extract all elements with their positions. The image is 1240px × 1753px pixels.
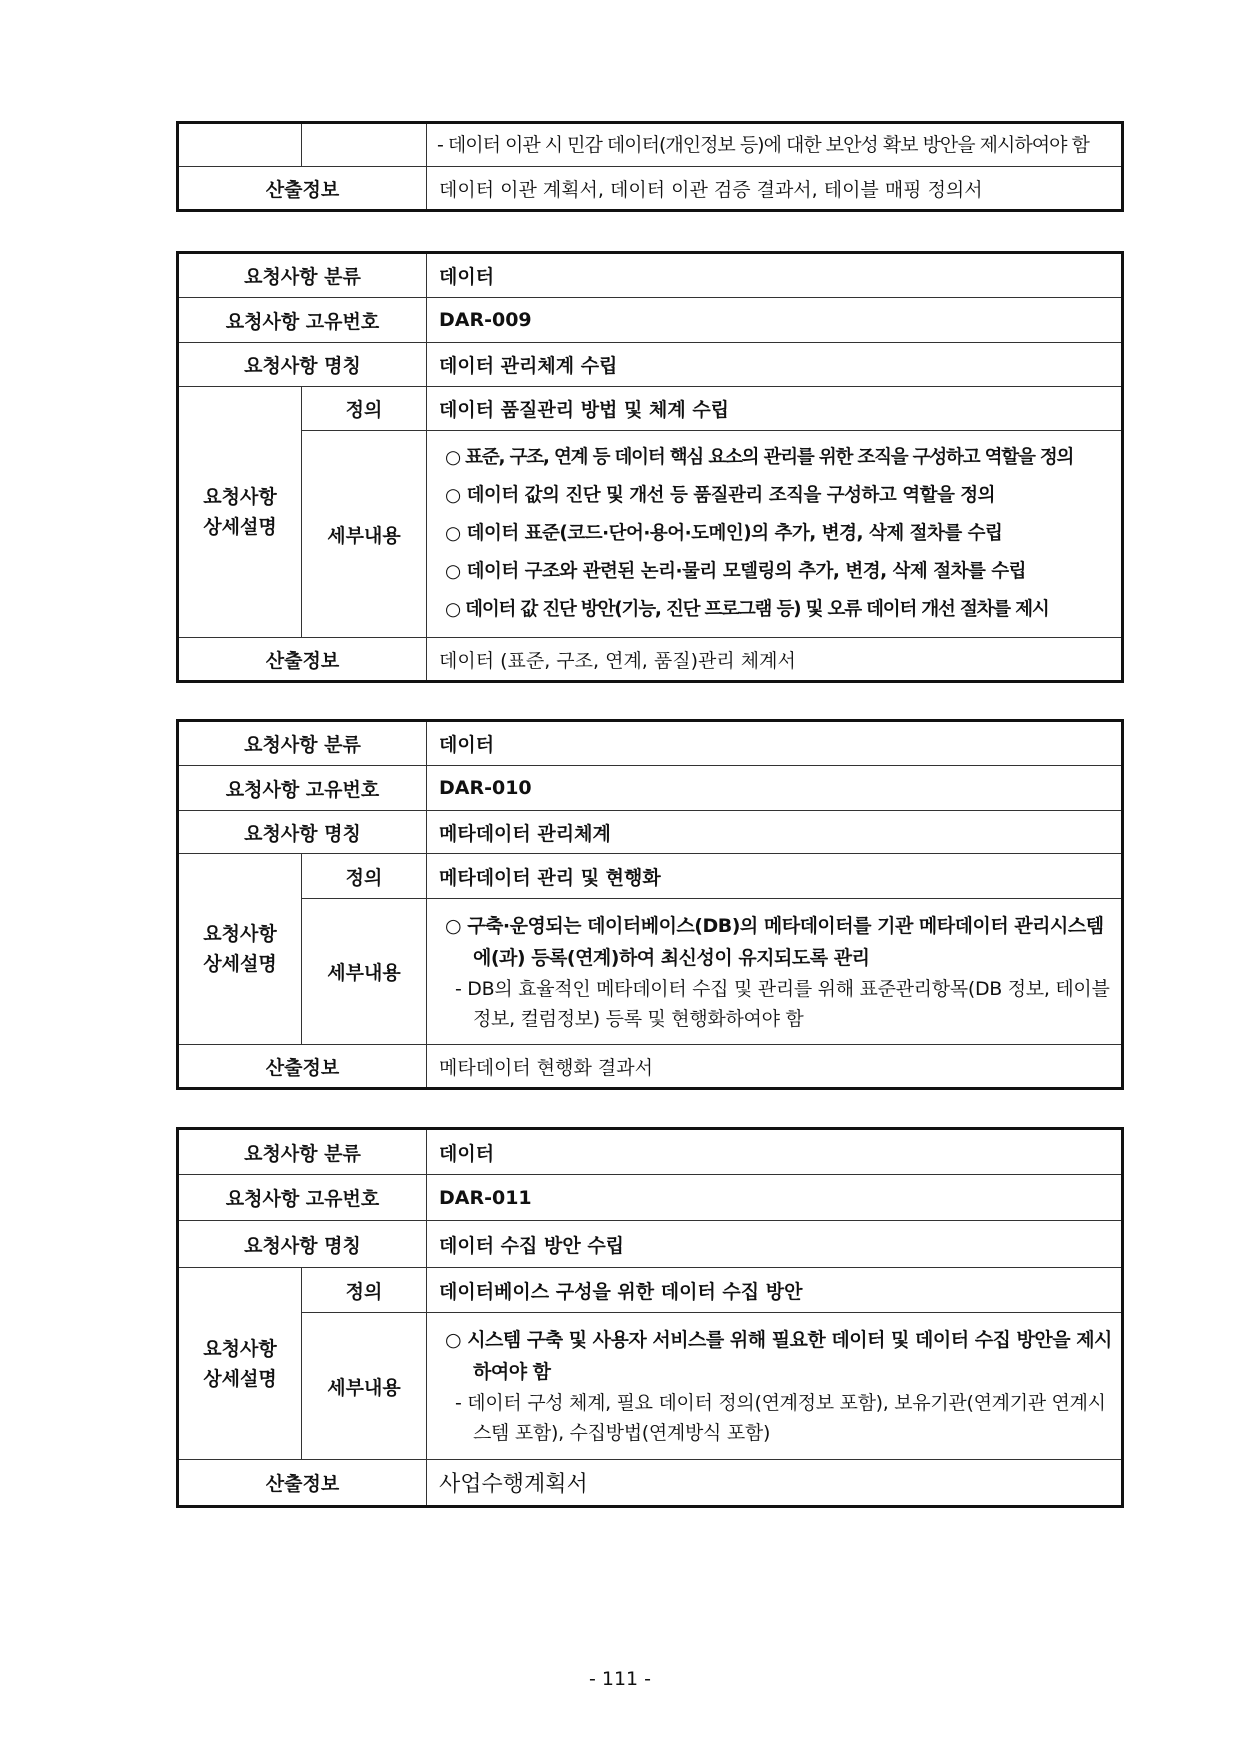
definition-label: 정의 (302, 1268, 427, 1313)
content-label: 세부내용 (302, 1313, 427, 1460)
content-item: ○ 구축·운영되는 데이터베이스(DB)의 메타데이터를 기관 메타데이터 관리시스템에(과) 등록(연계)하여 최신성이 유지되도록 관리 (445, 914, 1104, 969)
category-label: 요청사항 분류 (178, 253, 427, 298)
id-value: DAR-010 (427, 766, 1123, 811)
content-sub-item: - DB의 효율적인 메타데이터 수집 및 관리를 위해 표준관리항목(DB 정보, 테이블정보, 컬럼정보) 등록 및 현행화하여야 함 (455, 977, 1110, 1030)
prev-table (176, 121, 1124, 212)
category-label: 요청사항 분류 (178, 1129, 427, 1175)
category-value: 데이터 (427, 721, 1123, 766)
id-label: 요청사항 고유번호 (178, 766, 427, 811)
content-sub-item: - 데이터 구성 체계, 필요 데이터 정의(연계정보 포함), 보유기관(연계기관 연계시스템 포함), 수집방법(연계방식 포함) (455, 1392, 1106, 1444)
output-label: 산출정보 (178, 1460, 427, 1507)
definition-value: 데이터 품질관리 방법 및 체계 수립 (427, 387, 1123, 431)
content-value (427, 1313, 1123, 1460)
content-item: ○ 표준, 구조, 연계 등 데이터 핵심 요소의 관리를 위한 조직을 구성하고 역할을 정의 (445, 447, 1074, 468)
category-label: 요청사항 분류 (178, 721, 427, 766)
output-label: 산출정보 (178, 638, 427, 682)
definition-label: 정의 (302, 387, 427, 431)
content-item: ○ 데이터 값의 진단 및 개선 등 품질관리 조직을 구성하고 역할을 정의 (445, 485, 996, 506)
name-label: 요청사항 명칭 (178, 343, 427, 387)
output-label: 산출정보 (178, 1045, 427, 1089)
name-value: 메타데이터 관리체계 (427, 811, 1123, 854)
name-value: 데이터 관리체계 수립 (427, 343, 1123, 387)
definition-value: 메타데이터 관리 및 현행화 (427, 854, 1123, 899)
content-value (427, 431, 1123, 638)
content-item: ○ 시스템 구축 및 사용자 서비스를 위해 필요한 데이터 및 데이터 수집 방안을 제시하여야 함 (445, 1329, 1112, 1383)
category-value: 데이터 (427, 253, 1123, 298)
output-value: 메타데이터 현행화 결과서 (427, 1045, 1123, 1089)
output-value: 사업수행계획서 (427, 1460, 1123, 1507)
output-value: 데이터 이관 계획서, 데이터 이관 검증 결과서, 테이블 매핑 정의서 (427, 167, 1123, 211)
id-label: 요청사항 고유번호 (178, 298, 427, 343)
name-value: 데이터 수집 방안 수립 (427, 1221, 1123, 1268)
output-value: 데이터 (표준, 구조, 연계, 품질)관리 체계서 (427, 638, 1123, 682)
definition-label: 정의 (302, 854, 427, 899)
definition-value: 데이터베이스 구성을 위한 데이터 수집 방안 (427, 1268, 1123, 1313)
name-label: 요청사항 명칭 (178, 1221, 427, 1268)
category-value: 데이터 (427, 1129, 1123, 1175)
content-label: 세부내용 (302, 431, 427, 638)
id-value: DAR-009 (427, 298, 1123, 343)
content-label: 세부내용 (302, 899, 427, 1045)
output-label: 산출정보 (178, 167, 427, 211)
name-label: 요청사항 명칭 (178, 811, 427, 854)
detail-label: 요청사항 상세설명 (178, 1268, 302, 1460)
prev-sub: - 데이터 이관 시 민감 데이터(개인정보 등)에 대한 보안성 확보 방안을 제시하여야 함 (427, 123, 1123, 167)
requirement-table-dar-011 (176, 1127, 1124, 1508)
requirement-table-dar-009 (176, 251, 1124, 683)
content-value (427, 899, 1123, 1045)
content-item: ○ 데이터 표준(코드·단어·용어·도메인)의 추가, 변경, 삭제 절차를 수립 (445, 523, 1003, 544)
detail-label: 요청사항 상세설명 (178, 387, 302, 638)
content-item: ○ 데이터 구조와 관련된 논리·물리 모델링의 추가, 변경, 삭제 절차를 수립 (445, 561, 1027, 582)
requirement-table-dar-010 (176, 719, 1124, 1090)
detail-label: 요청사항 상세설명 (178, 854, 302, 1045)
content-item: ○ 데이터 값 진단 방안(기능, 진단 프로그램 등) 및 오류 데이터 개선 절차를 제시 (445, 599, 1049, 620)
id-value: DAR-011 (427, 1175, 1123, 1221)
page-number: - 111 - (588, 1668, 652, 1690)
id-label: 요청사항 고유번호 (178, 1175, 427, 1221)
